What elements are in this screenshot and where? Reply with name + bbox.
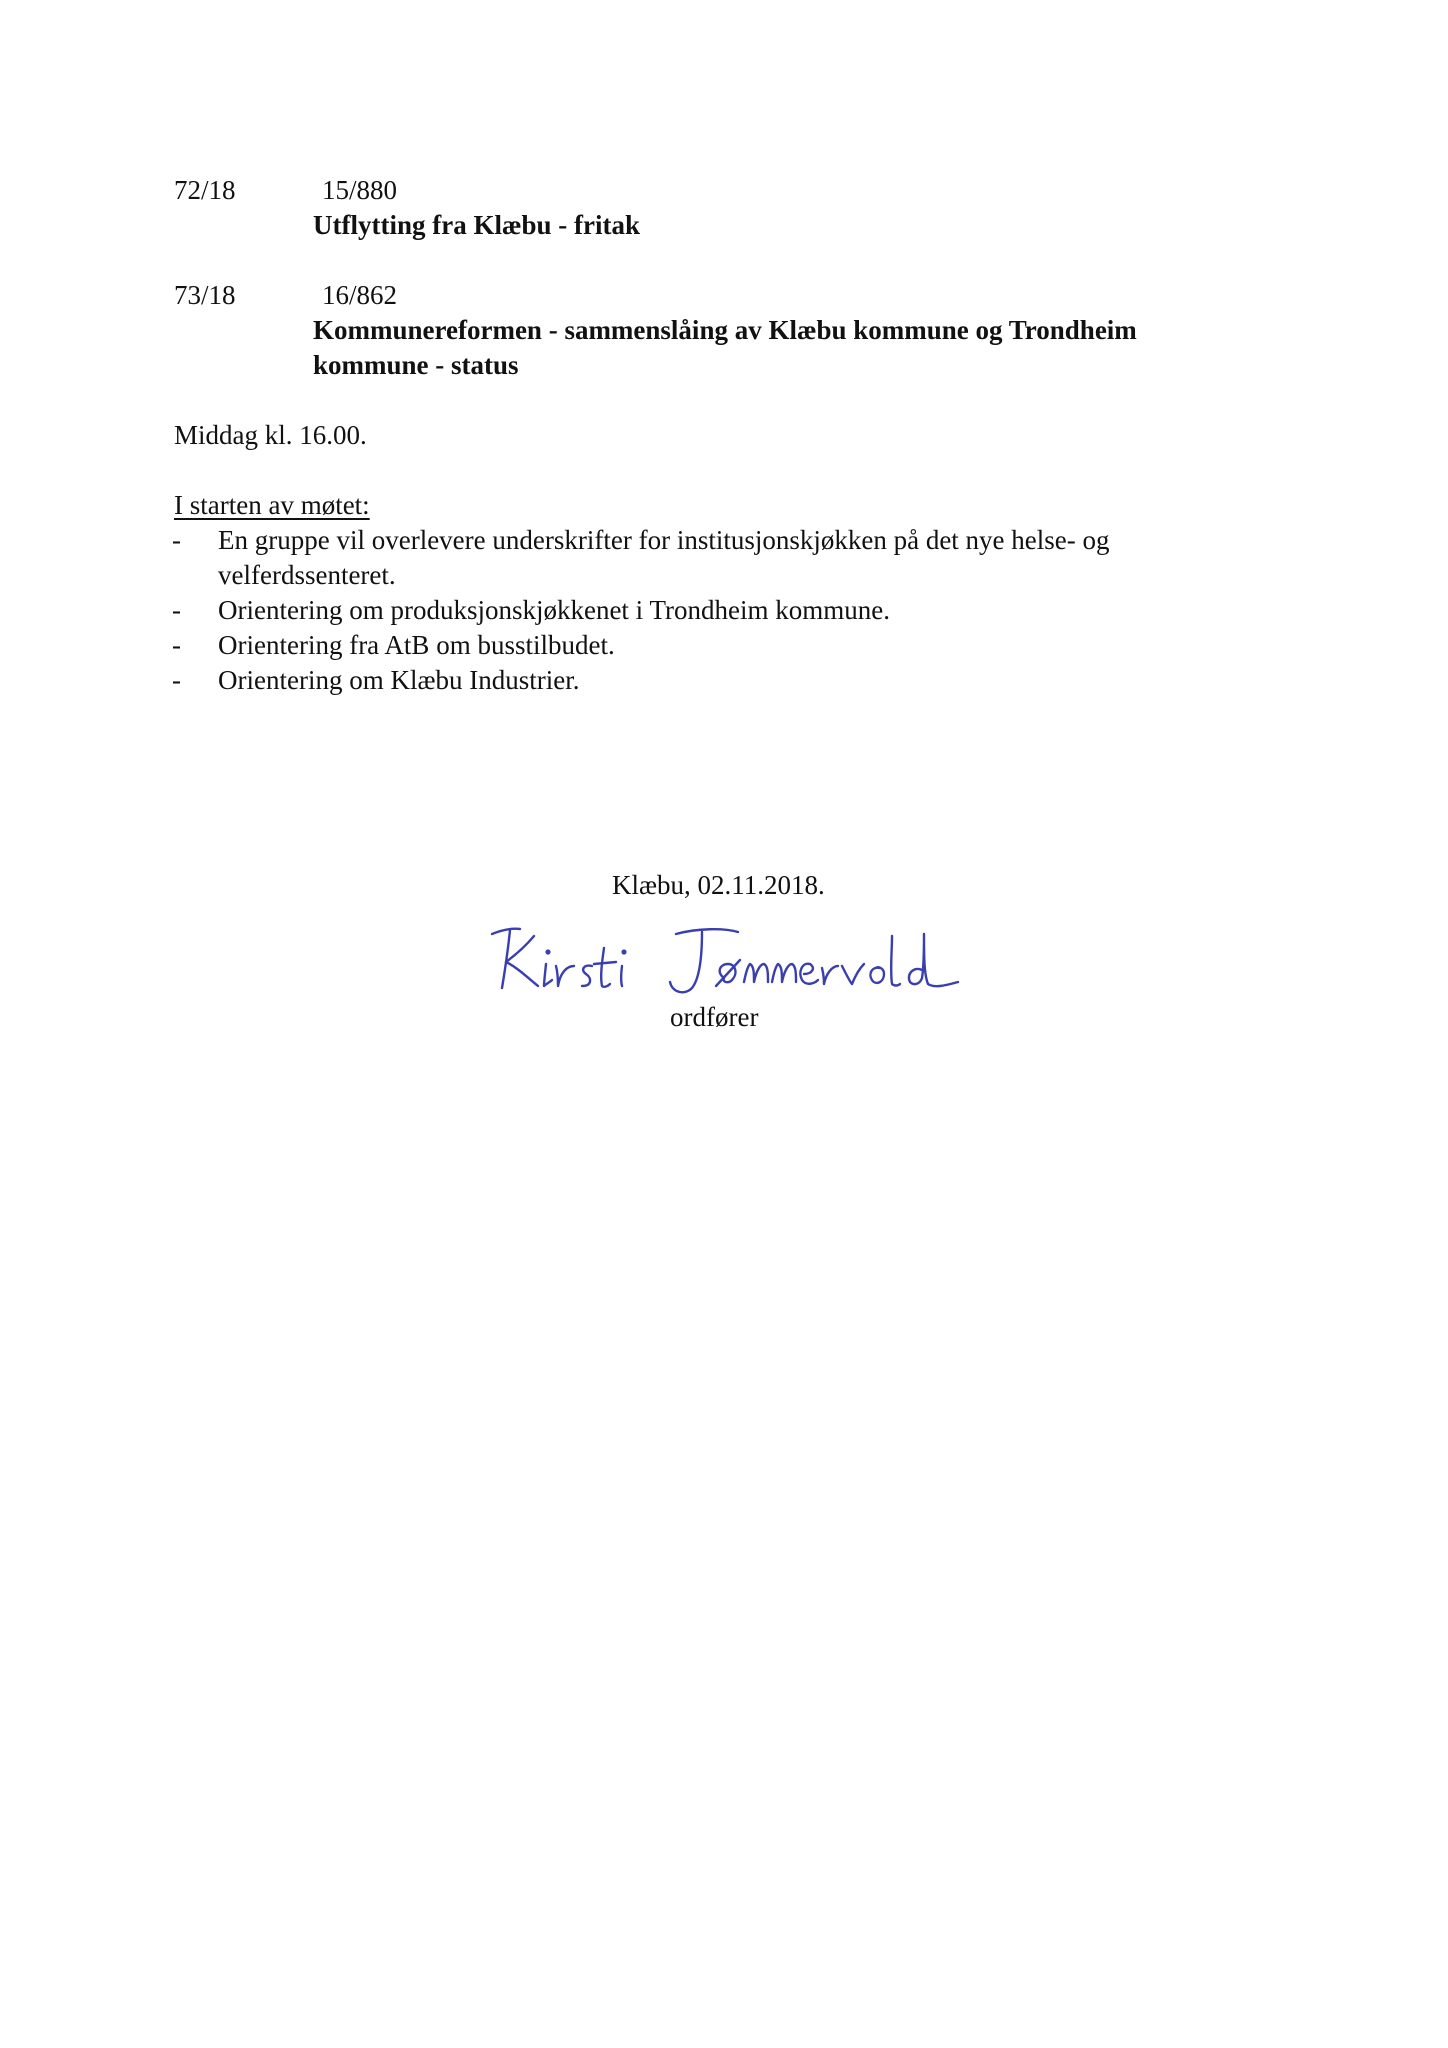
list-item: Orientering om Klæbu Industrier. [218,665,580,695]
case-number: 72/18 [174,175,236,205]
bullet-marker: - [172,525,181,555]
signature [488,916,968,1006]
case-title: Utflytting fra Klæbu - fritak [313,210,640,240]
case-reference: 16/862 [322,280,398,310]
list-item: Orientering fra AtB om busstilbudet. [218,630,615,660]
section-heading: I starten av møtet: [174,490,370,520]
dinner-note: Middag kl. 16.00. [174,420,367,450]
place-date: Klæbu, 02.11.2018. [612,870,825,900]
bullet-marker: - [172,595,181,625]
bullet-marker: - [172,630,181,660]
bullet-marker: - [172,665,181,695]
case-reference: 15/880 [322,175,398,205]
case-title: kommune - status [313,350,519,380]
list-item: En gruppe vil overlevere underskrifter for institusjonskjøkken på det nye helse- og [218,525,1110,555]
list-item-continuation: velferdssenteret. [218,560,396,590]
case-number: 73/18 [174,280,236,310]
list-item: Orientering om produksjonskjøkkenet i Trondheim kommune. [218,595,890,625]
signatory-title: ordfører [670,1002,759,1032]
case-title: Kommunereformen - sammenslåing av Klæbu kommune og Trondheim [313,315,1137,345]
